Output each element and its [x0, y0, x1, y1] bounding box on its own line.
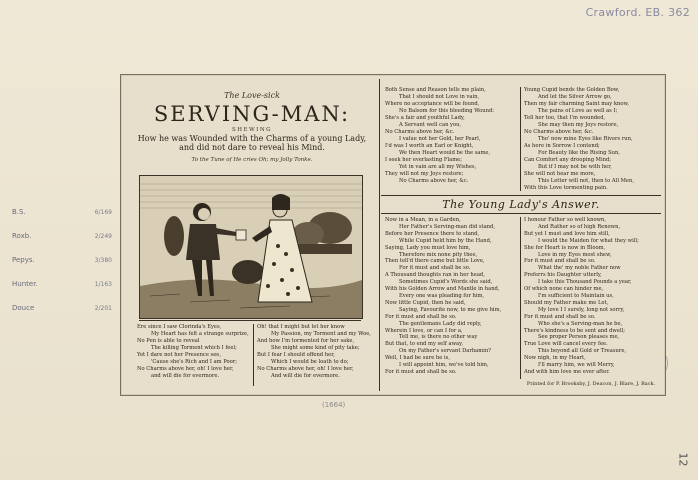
verse-line: No Pen is able to reveal — [137, 338, 200, 344]
verse-line: Saying, Lady you must love him, — [385, 244, 471, 251]
verse-line: Who she's a Serving-man he be, — [538, 320, 623, 327]
page-number: 12 — [676, 452, 690, 467]
margin-note-value: 3/380 — [94, 256, 112, 264]
verse-line: While Cupid held him by the Hand, — [399, 237, 492, 244]
verse-line: Oh! that I might but let her know — [257, 324, 345, 330]
verse-line: They will not my Joys restore; — [385, 171, 464, 177]
margin-note-label: B.S. — [12, 208, 26, 216]
verse-line: And Rather so of high Renown, — [538, 223, 621, 230]
margin-note-label: Hunter. — [12, 280, 38, 288]
verse-line: She will not hear me more, — [524, 171, 596, 177]
verse-line: Where no acceptance will be found, — [385, 101, 480, 107]
verse-line: And will die for evermore. — [271, 373, 340, 379]
verse-line: My love I I surely, long not sorry, — [538, 306, 625, 313]
verse-line: Wherein I love, or can I for a, — [385, 327, 463, 334]
margin-note-row — [12, 200, 112, 224]
verse-line: No Balsom for this bleeding Wound: — [399, 108, 495, 114]
verse-line: This beyond all Gold or Treasure, — [538, 348, 627, 355]
verse-line: Yet in vain are all my Wishes, — [399, 164, 477, 170]
verse-line: Preferrs his Daughter utterly, — [524, 272, 602, 279]
margin-note-label: Pepys. — [12, 256, 35, 264]
woodcut-couple-icon — [140, 176, 362, 318]
verse-line: And with him love me ever after. — [524, 368, 610, 375]
margin-note-value: 6/169 — [94, 208, 112, 216]
margin-note-value: 2/249 — [94, 232, 112, 240]
margin-note-label: Douce — [12, 304, 35, 312]
verse-line: A Servant well can you, — [399, 122, 462, 128]
verse-line: Both Sense and Reason tells me plain, — [385, 87, 486, 93]
ballad-subtitle: The Love-sick — [224, 91, 280, 100]
verse-line: and will die for evermore. — [151, 373, 220, 379]
verse-line: Can Comfort any drooping Mind; — [524, 157, 612, 163]
verse-line: With this Love tormenting pain. — [524, 185, 608, 191]
verse-line: For it must and shall be so. — [385, 368, 457, 375]
margin-note-row — [12, 224, 112, 248]
verse-line: There's kindness to be sent and dwell; — [524, 327, 626, 334]
verse-line: I value not her Gold, her Pearl, — [399, 136, 481, 142]
verse-line: I'll marry him, we will Merry, — [538, 362, 615, 369]
verse-line: That I should not Love in vain, — [399, 94, 480, 100]
verse-line: She's a fair and youthful Lady, — [385, 115, 465, 121]
margin-notes — [12, 200, 112, 320]
verse-line: For it must and shall be so. — [524, 258, 596, 265]
verse-line: Every one was pleading for him, — [399, 292, 485, 299]
center-divider — [379, 79, 380, 391]
verse-line: 'Cause she's Rich and I am Poor; — [151, 359, 237, 365]
verse-line: True Love will cancel every fee. — [524, 341, 608, 348]
verse-line: But that, to end my self away, — [385, 341, 463, 348]
margin-note-label: Roxb. — [12, 232, 32, 240]
margin-note-value: 1/163 — [94, 280, 112, 288]
verse-line: And how I'm tormented for her sake, — [257, 338, 355, 344]
verse-line: Love in my Eyes most shew, — [538, 251, 612, 258]
verse-line: No Charms above her, oh! I love her, — [137, 366, 234, 372]
verse-line: Now little Cupid, then he said, — [385, 299, 466, 306]
verse-line: Of which none can hinder me, — [524, 286, 604, 293]
verse-line: Tho' now mine Eyes like Rivers run, — [538, 136, 633, 142]
verse-line: I'm sufficient to Maintain us, — [538, 292, 614, 299]
verse-line: Should my Father make me Lot, — [524, 299, 609, 306]
right-column — [381, 79, 661, 391]
verse-line: For it must and shall be so. — [385, 313, 457, 320]
verse-top-middle — [385, 87, 519, 185]
verse-line: A Thousand thoughts ran in her head, — [385, 272, 485, 279]
verse-line: Her Father's Serving-man did stand, — [399, 223, 495, 230]
verse-top-right — [524, 87, 658, 192]
verse-line: She may then my Joys restore, — [538, 122, 619, 128]
column-divider — [520, 87, 521, 191]
verse-line: With his Golden Arrow and Mantle in hand, — [385, 286, 500, 293]
ballad-description: How he was Wounded with the Charms of a young Lady, and did not dare to reveal his Mind. — [137, 134, 367, 152]
ballad-title: SERVING-MAN: — [153, 102, 351, 126]
margin-note-row — [12, 296, 112, 320]
verse-line: No Charms above her, &c. — [399, 178, 469, 184]
rule-line — [381, 213, 661, 214]
verse-line: The pains of Love as well as I; — [538, 108, 618, 114]
verse-line: She might some kind of pity take; — [271, 345, 360, 351]
verse-line: My Passion, my Torment and my Woe, — [271, 331, 371, 337]
verse-line: Tell her too, that I'm wounded, — [524, 115, 606, 121]
verse-line: Which I would be loath to do; — [271, 359, 349, 365]
answer-verse-left — [385, 217, 519, 376]
verse-line: Then my fair charming Saint may know, — [524, 101, 629, 107]
column-divider — [253, 324, 254, 386]
verse-line: For Beauty like the Rising Sun, — [538, 150, 620, 156]
broadside-sheet — [120, 74, 666, 396]
margin-note-row — [12, 272, 112, 296]
verse-line: What the' my noble Father now — [538, 265, 621, 272]
verse-line: I take this Thousand Pounds a year, — [538, 279, 632, 286]
verse-line: Then tell'd there came but little Love, — [385, 258, 485, 265]
verse-line: We then Heart would be the same, — [399, 150, 491, 156]
verse-line: But yet I must and love him still, — [524, 230, 610, 237]
verse-bottom-middle — [257, 324, 377, 380]
verse-line: Saying, Favourite now, to me give him, — [399, 306, 502, 313]
rule-line — [139, 320, 361, 321]
answer-title: The Young Lady's Answer. — [442, 198, 600, 211]
verse-line: The gentlemans Lady did reply, — [399, 320, 482, 327]
verse-line: The killing Torment which I feel; — [151, 345, 237, 351]
verse-line: Well, I had be sure he is, — [385, 355, 450, 362]
verse-line: Sometimes Cupid's Words she said, — [399, 279, 493, 286]
verse-line: I will appoint him, we've told him, — [399, 362, 489, 369]
margin-note-value: 2/201 — [94, 304, 112, 312]
column-divider — [520, 217, 521, 379]
verse-line: See proper Person pleases me, — [538, 334, 620, 341]
verse-line: No Charms above her, &c. — [385, 129, 455, 135]
verse-line: Now nigh, in my Heart, — [524, 355, 586, 362]
verse-line: On my Father's servant Darhamin? — [399, 348, 491, 355]
woodcut-illustration — [139, 175, 363, 319]
verse-line: Ere since I saw Clorinda's Eyes, — [137, 324, 222, 330]
shewing-label: SHEWING — [231, 127, 273, 133]
verse-line: My Heart has felt a strange surprize, — [151, 331, 249, 337]
verse-line: Yet I dare not her Presence see, — [137, 352, 222, 358]
verse-line: But if I may not be with her, — [538, 164, 612, 170]
verse-line: Therefore mix none pity thee, — [399, 251, 478, 258]
left-column — [127, 79, 377, 391]
verse-line: Tell me, is there no other way — [399, 334, 478, 341]
verse-line: I seek her everlasting Flame; — [385, 157, 462, 163]
verse-line: I'd was I worth an Earl or Knight, — [385, 143, 474, 149]
rule-line — [381, 195, 661, 196]
verse-line: And let the Silver Arrow go, — [538, 94, 612, 100]
printer-imprint: Printed for P. Brooksby, J. Deacon, J. Blare, J. Back. — [526, 381, 656, 387]
verse-line: No Charms above her, oh! I love her, — [257, 366, 354, 372]
shelfmark: Crawford. EB. 362 — [585, 6, 690, 19]
ballad-tune: To the Tune of He cries Oh; my Jolly Tonke. — [191, 157, 313, 163]
verse-line: She for Heart is now in Bloom, — [524, 244, 606, 251]
verse-line: No Charms above her, &c. — [524, 129, 594, 135]
verse-bottom-left — [137, 324, 255, 380]
verse-line: Now in a Mean, in a Garden, — [385, 217, 461, 223]
verse-line: For it must and shall be so. — [399, 265, 471, 272]
verse-line: This Letter will not, then to All Men, — [538, 178, 634, 184]
answer-verse-right — [524, 217, 658, 376]
margin-note-row — [12, 248, 112, 272]
verse-line: Young Cupid bends the Golden Bow, — [524, 87, 620, 93]
verse-line: For it must and shall be so. — [524, 313, 596, 320]
verse-line: As here in Sorrow I contend; — [524, 143, 600, 149]
pencil-date-note: (1664) — [322, 401, 346, 409]
verse-line: I honour Father so well known, — [524, 217, 607, 223]
verse-line: Before her Presence there to stand, — [385, 230, 480, 237]
verse-line: I would the Maiden for what they will; — [538, 237, 639, 244]
verse-line: But I fear I should offend her, — [257, 352, 335, 358]
